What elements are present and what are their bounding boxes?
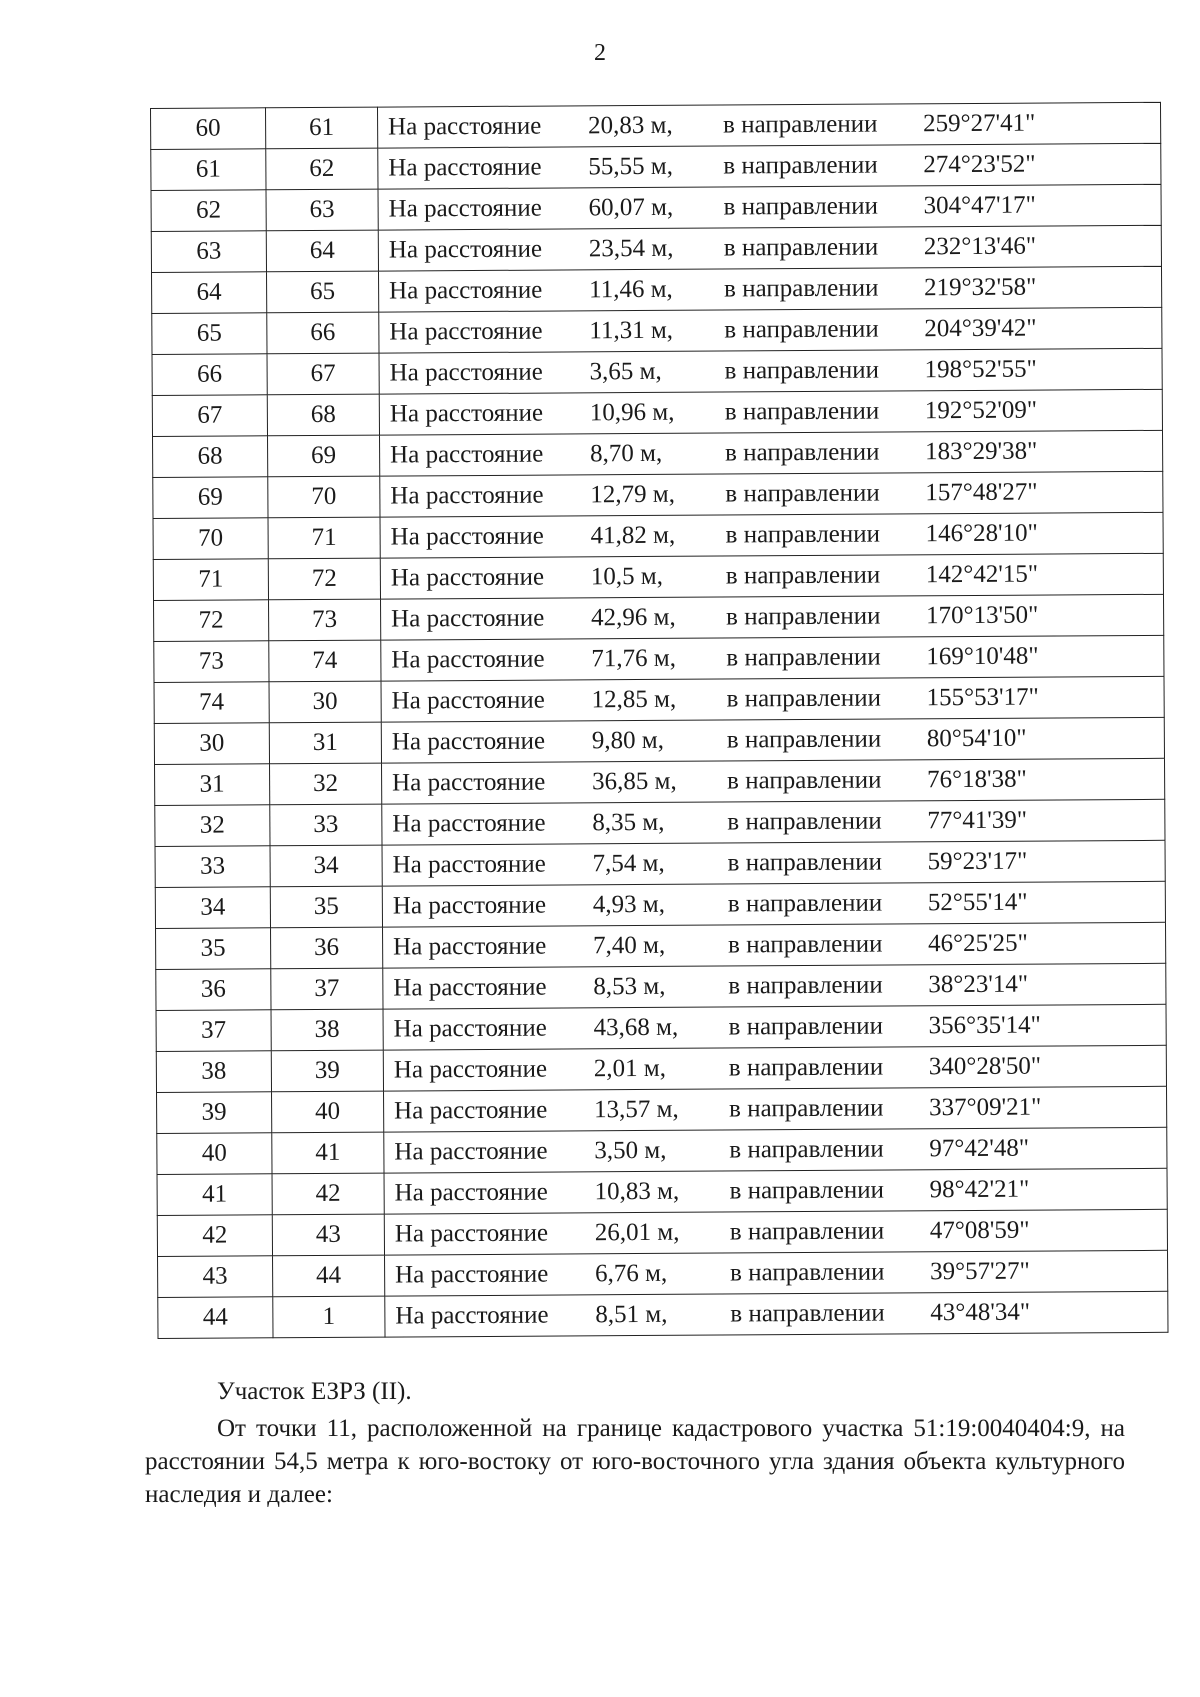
direction-label: в направлении <box>729 1094 884 1123</box>
point-to-cell: 41 <box>272 1132 384 1174</box>
segment-description-cell <box>384 1127 1167 1173</box>
segment-description-cell <box>378 184 1161 230</box>
direction-label: в направлении <box>729 1135 884 1164</box>
bearing-value: 274°23'52" <box>923 150 1036 179</box>
distance-label: На расстояние <box>388 153 542 182</box>
point-to-cell: 36 <box>271 927 383 969</box>
table-row <box>155 881 1165 928</box>
distance-value: 3,50 м, <box>594 1136 667 1165</box>
point-to-cell: 62 <box>266 148 378 190</box>
table-row <box>158 1250 1168 1297</box>
bearing-value: 259°27'41" <box>923 109 1036 138</box>
point-from-cell: 69 <box>153 477 268 519</box>
segment-description-cell <box>384 1086 1167 1132</box>
bearing-value: 39°57'27" <box>930 1257 1030 1286</box>
bearing-value: 76°18'38" <box>927 765 1027 794</box>
direction-label: в направлении <box>730 1299 885 1328</box>
segment-description-cell <box>381 594 1164 640</box>
point-to-cell: 35 <box>270 886 382 928</box>
segment-description-cell <box>377 102 1160 148</box>
distance-value: 36,85 м, <box>592 767 677 796</box>
bearing-value: 155°53'17" <box>926 683 1039 712</box>
distance-value: 10,83 м, <box>594 1177 680 1206</box>
table-row <box>153 430 1163 477</box>
bearing-value: 192°52'09" <box>924 396 1038 425</box>
point-from-cell: 68 <box>153 436 268 478</box>
table-row <box>156 963 1166 1010</box>
bearing-value: 47°08'59" <box>929 1216 1030 1245</box>
table-row <box>155 799 1165 846</box>
point-to-cell: 64 <box>266 230 378 272</box>
segment-description-cell <box>381 635 1164 681</box>
distance-label: На расстояние <box>394 1219 549 1248</box>
point-to-cell: 73 <box>269 599 381 641</box>
distance-value: 12,79 м, <box>590 480 676 509</box>
point-to-cell: 44 <box>273 1255 385 1297</box>
direction-label: в направлении <box>728 930 883 959</box>
bearing-value: 219°32'58" <box>924 273 1037 302</box>
direction-label: в направлении <box>729 1217 885 1246</box>
segment-description-cell <box>384 1209 1167 1255</box>
distance-value: 7,54 м, <box>592 849 665 878</box>
table-row <box>154 635 1164 682</box>
direction-label: в направлении <box>727 848 883 877</box>
point-from-cell: 43 <box>158 1256 273 1298</box>
point-to-cell: 70 <box>268 476 380 518</box>
distance-label: На расстояние <box>389 399 544 428</box>
distance-label: На расстояние <box>390 481 544 510</box>
table-row <box>157 1127 1167 1174</box>
distance-value: 43,68 м, <box>593 1013 679 1042</box>
direction-label: в направлении <box>727 889 883 918</box>
distance-label: На расстояние <box>394 1178 548 1207</box>
table-body <box>151 102 1168 1338</box>
point-from-cell: 31 <box>155 764 270 806</box>
distance-value: 13,57 м, <box>594 1095 679 1124</box>
point-from-cell: 60 <box>151 108 266 150</box>
bearing-value: 198°52'55" <box>924 355 1037 384</box>
table-row <box>157 1168 1167 1215</box>
point-to-cell: 65 <box>267 271 379 313</box>
segment-description-cell <box>383 922 1166 968</box>
point-to-cell: 74 <box>269 640 381 682</box>
direction-label: в направлении <box>724 315 879 344</box>
point-to-cell: 37 <box>271 968 383 1010</box>
direction-label: в направлении <box>724 274 879 303</box>
segment-description-cell <box>381 717 1164 763</box>
table-row <box>152 307 1162 354</box>
segment-description-cell <box>383 963 1166 1009</box>
distance-value: 7,40 м, <box>593 931 666 960</box>
table-row <box>155 840 1165 887</box>
segment-description-cell <box>378 225 1161 271</box>
bearing-value: 98°42'21" <box>929 1175 1030 1204</box>
distance-label: На расстояние <box>391 727 546 756</box>
segment-description-cell <box>384 1168 1167 1214</box>
distance-label: На расстояние <box>392 891 547 920</box>
distance-value: 11,46 м, <box>589 275 673 304</box>
distance-label: На расстояние <box>389 276 543 305</box>
distance-label: На расстояние <box>394 1137 548 1166</box>
distance-label: На расстояние <box>393 1055 548 1084</box>
direction-label: в направлении <box>726 725 882 754</box>
segment-description-cell <box>381 676 1164 722</box>
segment-description-cell <box>380 430 1163 476</box>
distance-value: 41,82 м, <box>590 521 676 550</box>
bearing-value: 157°48'27" <box>925 478 1038 507</box>
distance-value: 10,5 м, <box>590 562 664 591</box>
point-from-cell: 66 <box>152 354 267 396</box>
distance-label: На расстояние <box>393 1014 547 1043</box>
distance-value: 8,53 м, <box>593 972 666 1001</box>
distance-label: На расстояние <box>395 1260 549 1289</box>
direction-label: в направлении <box>724 356 880 385</box>
point-to-cell: 42 <box>272 1173 384 1215</box>
point-to-cell: 34 <box>270 845 382 887</box>
point-from-cell: 32 <box>155 805 270 847</box>
bearing-value: 232°13'46" <box>923 232 1037 261</box>
direction-label: в направлении <box>725 561 881 590</box>
segment-description-cell <box>379 348 1162 394</box>
point-from-cell: 64 <box>152 272 267 314</box>
table-row <box>154 594 1164 641</box>
distance-label: На расстояние <box>394 1096 548 1125</box>
point-to-cell: 63 <box>266 189 378 231</box>
distance-label: На расстояние <box>392 768 546 797</box>
table-row <box>153 553 1163 600</box>
point-to-cell: 69 <box>268 435 380 477</box>
distance-value: 3,65 м, <box>589 357 662 386</box>
bearing-value: 340°28'50" <box>928 1052 1042 1081</box>
segment-description-cell <box>380 553 1163 599</box>
table-row <box>157 1086 1167 1133</box>
table-row <box>156 1045 1166 1092</box>
segment-description-cell <box>385 1250 1168 1296</box>
point-from-cell: 35 <box>156 928 271 970</box>
section-title: Участок ЕЗРЗ (II). <box>217 1378 412 1405</box>
section-description: От точки 11, расположенной на границе кадастрового участка 51:19:0040404:9, на расстоянии 54,5 метра к юго-востоку от юго-восточного угла здания объекта культурного наследия и далее: <box>145 1415 1125 1508</box>
point-from-cell: 36 <box>156 969 271 1011</box>
table-row <box>155 758 1165 805</box>
direction-label: в направлении <box>723 151 878 180</box>
point-to-cell: 30 <box>269 681 381 723</box>
distance-value: 8,70 м, <box>590 439 663 468</box>
bearing-value: 97°42'48" <box>929 1134 1030 1163</box>
bearing-value: 52°55'14" <box>927 888 1028 917</box>
point-to-cell: 33 <box>270 804 382 846</box>
direction-label: в направлении <box>725 520 881 549</box>
distance-label: На расстояние <box>388 235 543 264</box>
page-number: 2 <box>594 40 606 66</box>
bearing-value: 46°25'25" <box>928 929 1028 958</box>
point-to-cell: 71 <box>268 517 380 559</box>
direction-label: в направлении <box>730 1258 885 1287</box>
direction-label: в направлении <box>727 766 882 795</box>
point-to-cell: 61 <box>266 107 378 149</box>
point-from-cell: 40 <box>157 1133 272 1175</box>
distance-value: 12,85 м, <box>591 685 677 714</box>
distance-value: 8,51 м, <box>595 1300 668 1329</box>
segment-description-cell <box>383 1045 1166 1091</box>
segment-description-cell <box>378 143 1161 189</box>
point-from-cell: 70 <box>153 518 268 560</box>
direction-label: в направлении <box>728 971 883 1000</box>
segment-description-cell <box>385 1291 1168 1337</box>
point-from-cell: 67 <box>152 395 267 437</box>
direction-label: в направлении <box>725 438 880 467</box>
point-to-cell: 66 <box>267 312 379 354</box>
bearing-value: 80°54'10" <box>926 724 1027 753</box>
distance-value: 10,96 м, <box>589 398 675 427</box>
point-to-cell: 68 <box>267 394 379 436</box>
segment-description-cell <box>382 758 1165 804</box>
bearing-value: 170°13'50" <box>926 601 1039 630</box>
table-row <box>157 1209 1167 1256</box>
point-to-cell: 40 <box>272 1091 384 1133</box>
table-row <box>151 184 1161 231</box>
bearing-value: 204°39'42" <box>924 314 1037 343</box>
distance-label: На расстояние <box>393 973 547 1002</box>
point-from-cell: 65 <box>152 313 267 355</box>
point-to-cell: 1 <box>273 1296 385 1338</box>
distance-label: На расстояние <box>395 1301 549 1330</box>
direction-label: в направлении <box>728 1053 884 1082</box>
distance-value: 11,31 м, <box>589 316 674 345</box>
segment-description-cell <box>379 266 1162 312</box>
point-from-cell: 44 <box>158 1297 273 1339</box>
segment-description-cell <box>382 799 1165 845</box>
table-row <box>156 1004 1166 1051</box>
point-from-cell: 38 <box>156 1051 271 1093</box>
direction-label: в направлении <box>725 479 880 508</box>
distance-value: 2,01 м, <box>593 1054 667 1083</box>
point-from-cell: 71 <box>153 559 268 601</box>
segment-description-cell <box>382 840 1165 886</box>
distance-label: На расстояние <box>389 317 543 346</box>
point-from-cell: 37 <box>156 1010 271 1052</box>
distance-value: 20,83 м, <box>588 111 673 140</box>
direction-label: в направлении <box>727 807 882 836</box>
segment-description-cell <box>382 881 1165 927</box>
point-to-cell: 67 <box>267 353 379 395</box>
distance-label: На расстояние <box>390 563 545 592</box>
distance-value: 8,35 м, <box>592 808 665 837</box>
distance-value: 71,76 м, <box>591 644 677 673</box>
bearing-value: 43°48'34" <box>930 1298 1031 1327</box>
point-to-cell: 38 <box>271 1009 383 1051</box>
bearing-value: 169°10'48" <box>926 642 1039 671</box>
bearing-value: 146°28'10" <box>925 519 1038 548</box>
boundary-table-wrapper <box>150 102 1168 1339</box>
direction-label: в направлении <box>723 110 878 139</box>
table-row <box>152 348 1162 395</box>
distance-value: 60,07 м, <box>588 193 674 222</box>
distance-label: На расстояние <box>391 645 545 674</box>
direction-label: в направлении <box>724 397 880 426</box>
distance-value: 55,55 м, <box>588 152 674 181</box>
bearing-value: 356°35'14" <box>928 1011 1041 1040</box>
point-from-cell: 30 <box>154 723 269 765</box>
bearing-value: 337°09'21" <box>929 1093 1042 1122</box>
point-to-cell: 39 <box>271 1050 383 1092</box>
distance-value: 4,93 м, <box>592 890 666 919</box>
table-row <box>152 389 1162 436</box>
distance-value: 26,01 м, <box>594 1218 680 1247</box>
section-text <box>145 1375 1125 1511</box>
table-row <box>153 471 1163 518</box>
direction-label: в направлении <box>726 643 881 672</box>
point-to-cell: 32 <box>270 763 382 805</box>
direction-label: в направлении <box>723 192 879 221</box>
direction-label: в направлении <box>726 602 881 631</box>
segment-description-cell <box>383 1004 1166 1050</box>
segment-description-cell <box>380 512 1163 558</box>
distance-value: 9,80 м, <box>591 726 665 755</box>
distance-label: На расстояние <box>392 809 546 838</box>
point-from-cell: 33 <box>155 846 270 888</box>
table-row <box>156 922 1166 969</box>
point-from-cell: 62 <box>151 190 266 232</box>
distance-label: На расстояние <box>390 522 544 551</box>
bearing-value: 59°23'17" <box>927 847 1028 876</box>
distance-value: 23,54 м, <box>588 234 674 263</box>
point-from-cell: 63 <box>151 231 266 273</box>
point-from-cell: 42 <box>157 1215 272 1257</box>
distance-label: На расстояние <box>390 440 544 469</box>
point-to-cell: 31 <box>269 722 381 764</box>
distance-value: 6,76 м, <box>595 1259 668 1288</box>
direction-label: в направлении <box>726 684 882 713</box>
table-row <box>153 512 1163 559</box>
point-from-cell: 61 <box>151 149 266 191</box>
distance-label: На расстояние <box>391 604 545 633</box>
point-from-cell: 41 <box>157 1174 272 1216</box>
segment-description-cell <box>380 471 1163 517</box>
point-from-cell: 72 <box>154 600 269 642</box>
table-row <box>151 102 1161 149</box>
distance-label: На расстояние <box>388 112 542 141</box>
direction-label: в направлении <box>723 233 879 262</box>
point-from-cell: 74 <box>154 682 269 724</box>
table-row <box>158 1291 1168 1338</box>
table-row <box>154 717 1164 764</box>
bearing-value: 38°23'14" <box>928 970 1029 999</box>
table-row <box>154 676 1164 723</box>
point-to-cell: 43 <box>272 1214 384 1256</box>
distance-label: На расстояние <box>392 850 546 879</box>
point-to-cell: 72 <box>268 558 380 600</box>
segment-description-cell <box>379 307 1162 353</box>
boundary-segments-table <box>150 102 1169 1339</box>
distance-value: 42,96 м, <box>591 603 676 632</box>
direction-label: в направлении <box>729 1176 885 1205</box>
bearing-value: 77°41'39" <box>927 806 1028 835</box>
bearing-value: 304°47'17" <box>923 191 1036 220</box>
segment-description-cell <box>379 389 1162 435</box>
distance-label: На расстояние <box>391 686 545 715</box>
bearing-value: 183°29'38" <box>925 437 1038 466</box>
point-from-cell: 39 <box>157 1092 272 1134</box>
direction-label: в направлении <box>728 1012 884 1041</box>
distance-label: На расстояние <box>393 932 547 961</box>
distance-label: На расстояние <box>388 194 542 223</box>
bearing-value: 142°42'15" <box>925 560 1039 589</box>
point-from-cell: 73 <box>154 641 269 683</box>
table-row <box>151 225 1161 272</box>
table-row <box>152 266 1162 313</box>
table-row <box>151 143 1161 190</box>
distance-label: На расстояние <box>389 358 543 387</box>
point-from-cell: 34 <box>155 887 270 929</box>
